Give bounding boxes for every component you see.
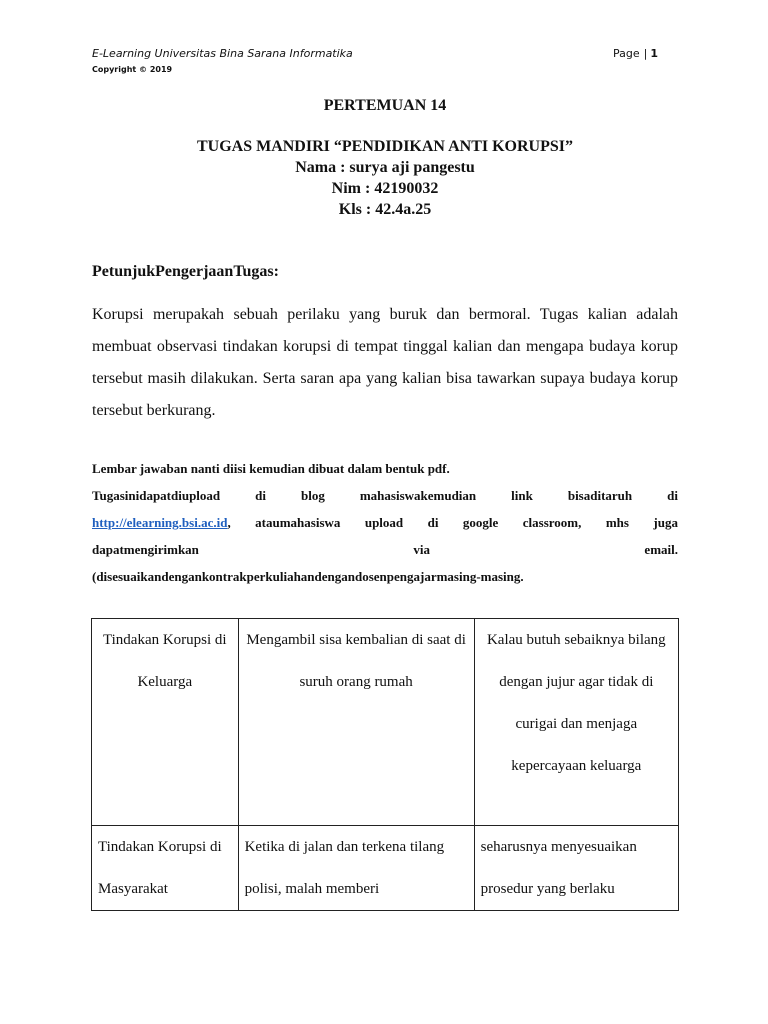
page-number: 1: [650, 47, 658, 60]
answer-sheet-note: Lembar jawaban nanti diisi kemudian dibuat dalam bentuk pdf.: [92, 461, 450, 476]
upload-line-2: [92, 509, 678, 536]
student-nim: Nim : 42190032: [331, 180, 439, 197]
meeting-title: PERTEMUAN 14: [323, 97, 447, 114]
header-copyright: Copyright © 2019: [92, 65, 173, 74]
upload-instructions: [92, 482, 678, 590]
page-separator: |: [643, 47, 648, 60]
title-block: [92, 136, 678, 220]
student-name: Nama : surya aji pangestu: [295, 159, 475, 176]
upload-line-4: (disesuaikandengankontrakperkuliahandengandosenpengajarmasing-masing.: [92, 569, 524, 584]
header-title: E-Learning Universitas Bina Sarana Informatika: [92, 47, 353, 60]
instructions-paragraph: Korupsi merupakah sebuah perilaku yang buruk dan bermoral. Tugas kalian adalah membuat observasi tindakan korupsi di tempat tinggal kalian dan mengapa budaya korup tersebut masih dilakukan. Serta saran apa yang kalian bisa tawarkan supaya budaya korup tersebut berkurang.: [92, 306, 678, 419]
page-label: Page: [612, 47, 640, 60]
task-title: TUGAS MANDIRI “PENDIDIKAN ANTI KORUPSI”: [196, 138, 574, 155]
upload-line-3: dapatmengirimkan via email.: [92, 542, 678, 557]
table-cell-context: Tindakan Korupsi di Masyarakat: [92, 826, 239, 911]
table-cell-context: Tindakan Korupsi di Keluarga: [92, 619, 239, 826]
table-cell-action: Ketika di jalan dan terkena tilang polisi, malah memberi: [238, 826, 474, 911]
table-cell-suggestion: Kalau butuh sebaiknya bilang dengan jujur agar tidak di curigai dan menjaga kepercayaan keluarga: [474, 619, 678, 826]
table-row: [92, 619, 679, 826]
upload-line-2-text: , ataumahasiswa upload di google classroom, mhs juga: [227, 515, 678, 530]
table-cell-action: Mengambil sisa kembalian di saat di suruh orang rumah: [238, 619, 474, 826]
student-class: Kls : 42.4a.25: [338, 201, 432, 218]
upload-line-1: Tugasinidapatdiupload di blog mahasiswakemudian link bisaditaruh di: [92, 488, 678, 503]
instructions-heading: PetunjukPengerjaanTugas:: [92, 263, 279, 280]
corruption-table: [91, 618, 679, 911]
header-page-number: [613, 47, 658, 60]
elearning-link[interactable]: http://elearning.bsi.ac.id: [92, 515, 228, 530]
table-cell-suggestion: seharusnya menyesuaikan prosedur yang berlaku: [474, 826, 678, 911]
table-row: [92, 826, 679, 911]
